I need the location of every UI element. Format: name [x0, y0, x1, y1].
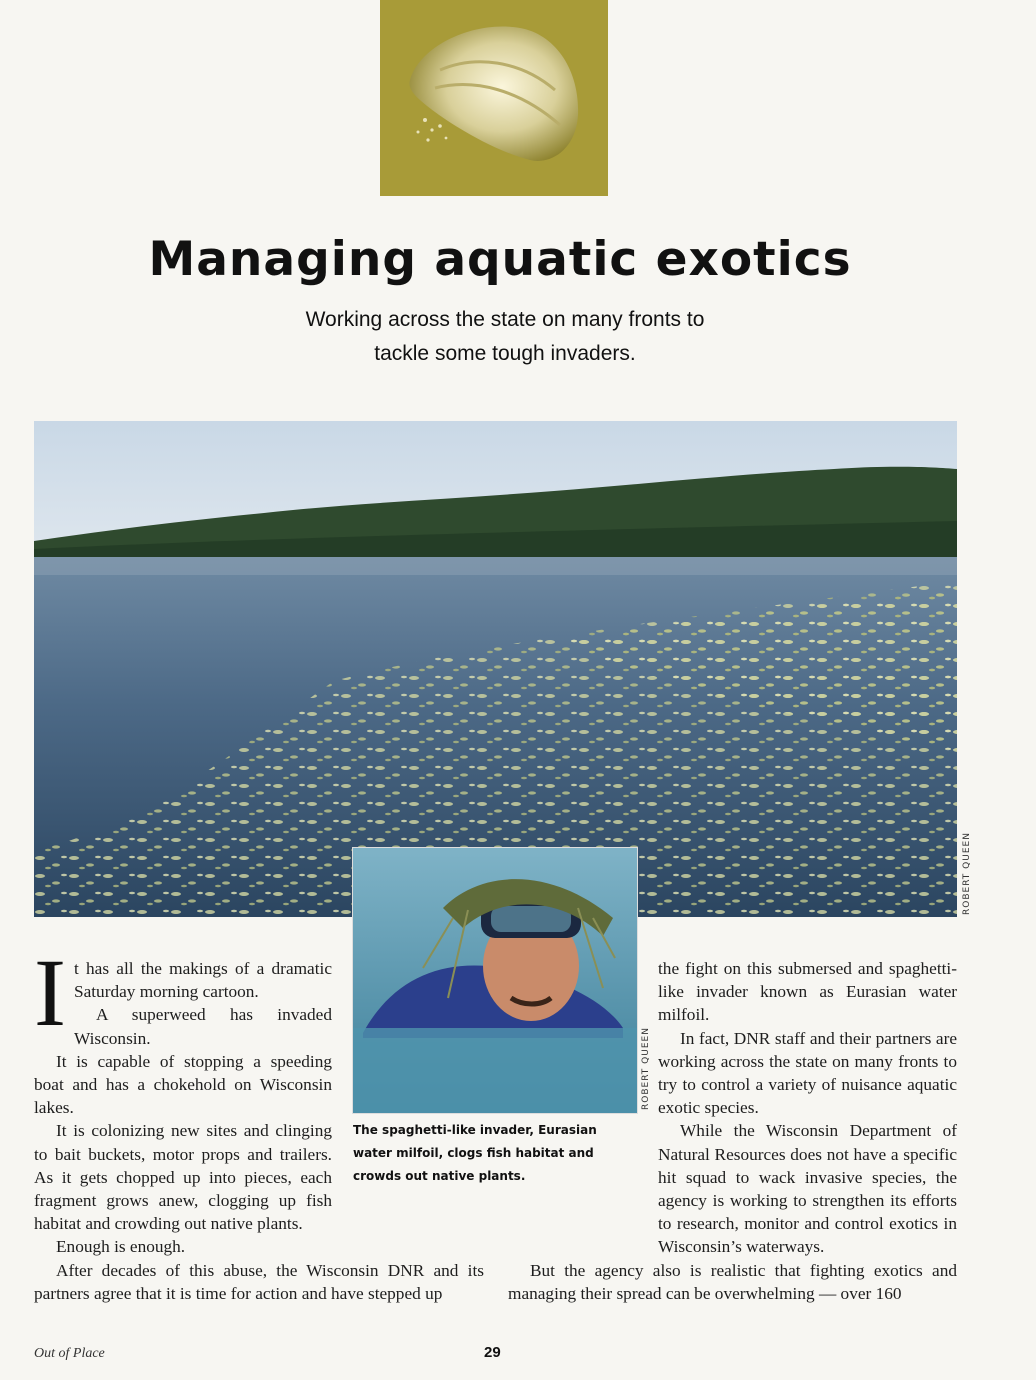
lake-milfoil-photo — [34, 421, 957, 917]
paragraph: the fight on this submersed and spaghetti-like invader known as Eurasian water milfoil. — [658, 959, 957, 1025]
photo-caption: The spaghetti-like invader, Eurasian water milfoil, clogs fish habitat and crowds out native plants. — [353, 1123, 597, 1183]
paragraph: After decades of this abuse, the Wisconsin DNR and its partners agree that it is time for action and have stepped up — [34, 1261, 484, 1304]
article-column-right — [658, 957, 957, 1259]
page-number: 29 — [484, 1344, 501, 1361]
article-title: Managing aquatic exotics — [148, 232, 852, 287]
article-column-left — [34, 939, 332, 1259]
section-name: Out of Place — [34, 1346, 105, 1361]
article-subtitle — [260, 303, 750, 371]
zebra-mussel-photo — [380, 0, 608, 196]
drop-cap: I — [34, 939, 66, 1046]
article-column-right-bottom — [508, 1259, 957, 1305]
paragraph: But the agency also is realistic that fighting exotics and managing their spread can be overwhelming — over 160 — [508, 1261, 957, 1304]
diver-milfoil-photo — [352, 847, 638, 1114]
paragraph: It is colonizing new sites and clinging to bait buckets, motor props and trailers. As it gets chopped up into pieces, each fragment grows anew, clogging up fish habitat and crowding out native plants. — [34, 1121, 332, 1234]
paragraph: While the Wisconsin Department of Natural Resources does not have a specific hit squad to wack invasive species, the agency is working to strengthen its efforts to research, monitor and control exotics in Wisconsin’s waterways. — [658, 1121, 957, 1257]
paragraph: In fact, DNR staff and their partners are working across the state on many fronts to try to control a variety of nuisance aquatic exotic species. — [658, 1028, 957, 1118]
lake-photo-credit: ROBERT QUEEN — [962, 832, 972, 915]
subtitle-line-2: tackle some tough invaders. — [374, 342, 636, 365]
article-column-left-bottom — [34, 1259, 484, 1305]
diver-photo-credit: ROBERT QUEEN — [641, 1027, 651, 1110]
paragraph: Enough is enough. — [56, 1237, 186, 1257]
subtitle-line-1: Working across the state on many fronts to — [305, 308, 705, 331]
paragraph: t has all the makings of a dramatic Saturday morning cartoon. — [73, 959, 332, 1002]
paragraph: A superweed has invaded Wisconsin. — [73, 1005, 332, 1048]
paragraph: It is capable of stopping a speeding boat and has a chokehold on Wisconsin lakes. — [34, 1051, 332, 1118]
